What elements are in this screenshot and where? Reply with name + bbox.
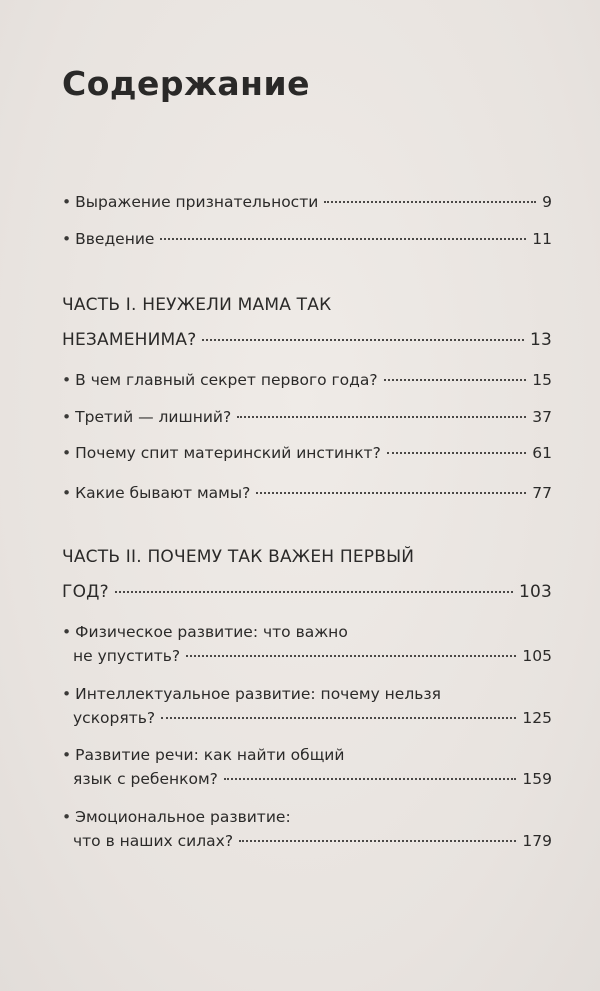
dot-leader [387,452,526,454]
dot-leader [224,778,516,780]
page-number: 61 [532,444,552,462]
page-number: 105 [522,646,552,665]
bullet-icon: • [62,808,72,826]
bullet-icon: • [62,371,72,389]
dot-leader [115,591,513,593]
toc-item [62,810,552,849]
toc-entry-text: язык с ребенком? [73,769,218,788]
page-number: 125 [522,708,552,727]
bullet-icon: • [62,193,72,211]
toc-entry-text: Эмоциональное развитие: [75,808,291,826]
page-number: 103 [518,582,552,602]
toc-entry-text: Какие бывают мамы? [75,484,251,502]
toc-item [62,373,552,389]
dot-leader [160,238,526,240]
toc-item [62,410,552,426]
bullet-icon: • [62,746,72,764]
toc-entry-text: НЕЗАМЕНИМА? [62,330,197,350]
dot-leader [384,379,527,381]
page-number: 9 [542,193,552,211]
toc-entry-text: ГОД? [62,582,109,602]
toc-entry-text: ЧАСТЬ II. ПОЧЕМУ ТАК ВАЖЕН ПЕРВЫЙ [62,547,415,567]
toc-entry-text: Интеллектуальное развитие: почему нельзя [75,685,441,703]
toc-part [62,549,552,601]
dot-leader [161,717,516,719]
toc-item [62,748,552,787]
toc-item [62,687,552,726]
dot-leader [202,339,523,341]
dot-leader [256,492,526,494]
toc-item [62,232,552,248]
page-number: 15 [532,371,552,389]
bullet-icon: • [62,408,72,426]
toc-item [62,625,552,664]
page-number: 13 [529,330,552,350]
toc-entry-text: Почему спит материнский инстинкт? [75,444,381,462]
page-number: 179 [522,831,552,850]
toc-item [62,195,552,211]
toc-entry-text: не упустить? [73,646,181,665]
bullet-icon: • [62,230,72,248]
toc-entry-text: Третий — лишний? [75,408,232,426]
dot-leader [324,201,536,203]
dot-leader [237,416,526,418]
toc-entry-text: Развитие речи: как найти общий [75,746,345,764]
toc-item [62,486,552,502]
dot-leader [239,840,516,842]
bullet-icon: • [62,484,72,502]
bullet-icon: • [62,623,72,641]
toc-part [62,297,552,349]
toc-item [62,446,552,462]
page-number: 37 [532,408,552,426]
toc-entry-text: Физическое развитие: что важно [75,623,348,641]
toc-entry-text: Выражение признательности [75,193,319,211]
toc-entry-text: что в наших силах? [73,831,234,850]
toc-entry-text: ЧАСТЬ I. НЕУЖЕЛИ МАМА ТАК [62,295,332,315]
toc-entry-text: В чем главный секрет первого года? [75,371,378,389]
bullet-icon: • [62,444,72,462]
dot-leader [186,655,516,657]
toc-entry-text: Введение [75,230,155,248]
page-number: 11 [532,230,552,248]
page-number: 159 [522,769,552,788]
page-title: Содержание [62,64,310,103]
toc-entry-text: ускорять? [73,708,156,727]
page-number: 77 [532,484,552,502]
bullet-icon: • [62,685,72,703]
